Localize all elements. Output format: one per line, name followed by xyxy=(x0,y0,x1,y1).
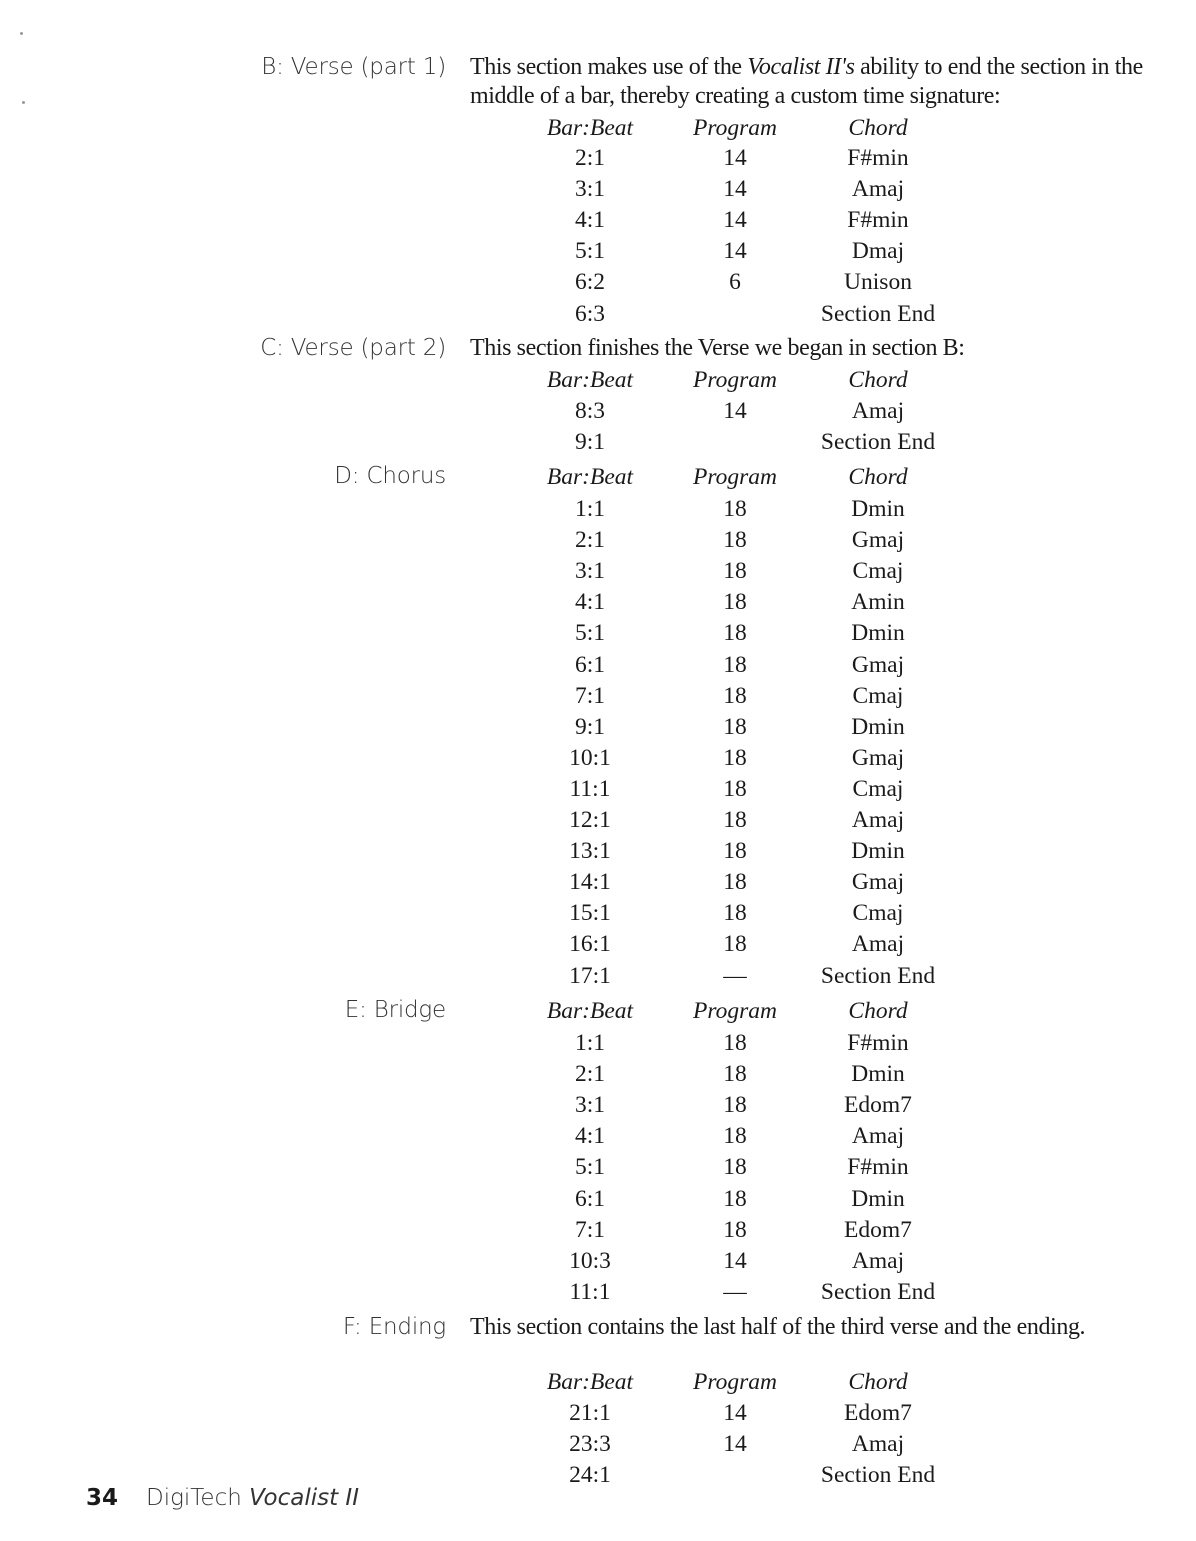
table-row xyxy=(0,1028,1196,1058)
cell-chord: Dmaj xyxy=(851,238,905,265)
table-row xyxy=(0,961,1196,991)
cell-program: 18 xyxy=(723,651,747,678)
cell-program: 18 xyxy=(723,869,747,896)
col-header-bar-beat: Bar:Beat xyxy=(546,367,634,393)
cell-program: 18 xyxy=(723,1061,747,1088)
cell-chord: Dmin xyxy=(851,838,905,865)
cell-bar-beat: 10:3 xyxy=(569,1247,611,1274)
cell-bar-beat: 8:3 xyxy=(574,398,606,424)
col-header-program: Program xyxy=(693,464,777,490)
section-c-description: This section finishes the Verse we began in section B: xyxy=(470,335,965,361)
col-header-program: Program xyxy=(693,1369,777,1395)
table-row xyxy=(0,1277,1196,1307)
cell-program: 18 xyxy=(723,527,747,554)
col-header-chord: Chord xyxy=(848,367,908,393)
table-header xyxy=(0,1367,1196,1397)
cell-chord: F#min xyxy=(847,145,909,171)
table-row xyxy=(0,1152,1196,1182)
cell-program: 18 xyxy=(723,589,747,616)
cell-bar-beat: 24:1 xyxy=(569,1462,611,1489)
cell-chord: Edom7 xyxy=(844,1092,912,1119)
cell-program: 14 xyxy=(723,1400,747,1426)
table-row xyxy=(0,1429,1196,1459)
table-row xyxy=(0,1184,1196,1214)
table-row xyxy=(0,774,1196,804)
table-row xyxy=(0,1215,1196,1245)
cell-chord: Section End xyxy=(820,429,936,456)
col-header-chord: Chord xyxy=(848,1369,908,1395)
cell-program: 18 xyxy=(723,1092,747,1119)
cell-bar-beat: 3:1 xyxy=(574,176,606,203)
cell-chord: Edom7 xyxy=(844,1216,912,1243)
cell-chord: Section End xyxy=(820,962,936,989)
cell-program: 18 xyxy=(723,838,747,865)
cell-program: 14 xyxy=(723,398,747,424)
table-row xyxy=(0,236,1196,266)
table-row xyxy=(0,1090,1196,1120)
cell-bar-beat: 2:1 xyxy=(574,1061,606,1088)
cell-chord: F#min xyxy=(847,207,909,234)
table-header xyxy=(0,462,1196,492)
cell-bar-beat: 5:1 xyxy=(574,238,606,265)
scan-speck xyxy=(20,32,23,35)
table-row xyxy=(0,299,1196,329)
cell-chord: Gmaj xyxy=(851,527,905,554)
page-number: 34 xyxy=(86,1485,119,1511)
table-header xyxy=(0,996,1196,1026)
cell-program: 18 xyxy=(723,713,747,740)
cell-program: 18 xyxy=(723,775,747,802)
cell-program: 18 xyxy=(723,931,747,958)
cell-bar-beat: 3:1 xyxy=(574,1092,606,1119)
cell-bar-beat: 6:2 xyxy=(574,269,606,296)
cell-chord: Amaj xyxy=(851,398,905,424)
cell-chord: Dmin xyxy=(851,713,905,740)
col-header-chord: Chord xyxy=(848,464,908,490)
cell-bar-beat: 11:1 xyxy=(569,1278,611,1305)
cell-bar-beat: 14:1 xyxy=(569,869,611,896)
cell-program: 18 xyxy=(723,1185,747,1212)
cell-chord: Unison xyxy=(844,269,912,296)
cell-bar-beat: 5:1 xyxy=(574,1154,606,1181)
cell-bar-beat: 4:1 xyxy=(574,1123,606,1150)
product-name: Vocalist II xyxy=(249,1485,359,1511)
cell-program: 18 xyxy=(723,1123,747,1150)
table-row xyxy=(0,898,1196,928)
table-row xyxy=(0,1121,1196,1151)
cell-chord: Section End xyxy=(820,300,936,327)
table-row xyxy=(0,618,1196,648)
col-header-program: Program xyxy=(693,367,777,393)
cell-bar-beat: 5:1 xyxy=(574,620,606,647)
cell-program: 14 xyxy=(723,176,747,203)
cell-bar-beat: 15:1 xyxy=(569,900,611,927)
cell-bar-beat: 2:1 xyxy=(574,527,606,554)
cell-chord: Amaj xyxy=(851,1431,905,1458)
cell-chord: Section End xyxy=(820,1462,936,1489)
table-row xyxy=(0,650,1196,680)
cell-bar-beat: 21:1 xyxy=(569,1400,611,1426)
cell-bar-beat: 9:1 xyxy=(574,429,606,456)
col-header-program: Program xyxy=(693,115,777,141)
cell-chord: Edom7 xyxy=(844,1400,912,1426)
table-row xyxy=(0,929,1196,959)
cell-bar-beat: 3:1 xyxy=(574,558,606,585)
cell-chord: Dmin xyxy=(851,496,905,522)
table-row xyxy=(0,1398,1196,1428)
cell-bar-beat: 7:1 xyxy=(574,1216,606,1243)
table-row xyxy=(0,205,1196,235)
cell-chord: Dmin xyxy=(851,1185,905,1212)
cell-bar-beat: 9:1 xyxy=(574,713,606,740)
cell-program: 18 xyxy=(723,1216,747,1243)
cell-bar-beat: 12:1 xyxy=(569,807,611,833)
footer-title xyxy=(146,1487,359,1510)
table-row xyxy=(0,174,1196,204)
cell-chord: F#min xyxy=(847,1154,909,1181)
table-row xyxy=(0,525,1196,555)
cell-bar-beat: 23:3 xyxy=(569,1431,611,1458)
col-header-chord: Chord xyxy=(848,115,908,141)
cell-program: 18 xyxy=(723,900,747,927)
cell-program: 14 xyxy=(723,145,747,171)
cell-chord: Cmaj xyxy=(852,558,904,585)
table-row xyxy=(0,836,1196,866)
cell-program: 18 xyxy=(723,620,747,647)
cell-bar-beat: 4:1 xyxy=(574,589,606,616)
col-header-bar-beat: Bar:Beat xyxy=(546,998,634,1024)
section-label-d: D: Chorus xyxy=(334,463,446,489)
col-header-bar-beat: Bar:Beat xyxy=(546,1369,634,1395)
table-row xyxy=(0,743,1196,773)
cell-chord: F#min xyxy=(847,1030,909,1056)
cell-program: 6 xyxy=(729,269,741,296)
table-header xyxy=(0,113,1196,143)
cell-chord: Cmaj xyxy=(852,775,904,802)
table-row xyxy=(0,1246,1196,1276)
cell-program: 18 xyxy=(723,496,747,522)
cell-bar-beat: 17:1 xyxy=(569,962,611,989)
cell-chord: Amaj xyxy=(851,807,905,833)
cell-program: — xyxy=(723,962,747,989)
table-row xyxy=(0,494,1196,524)
section-label-b: B: Verse (part 1) xyxy=(261,54,446,80)
brand-name: DigiTech xyxy=(146,1485,242,1511)
cell-chord: Amaj xyxy=(851,1123,905,1150)
cell-program: 18 xyxy=(723,1030,747,1056)
cell-bar-beat: 13:1 xyxy=(569,838,611,865)
product-name: Vocalist II's xyxy=(747,54,855,80)
cell-bar-beat: 7:1 xyxy=(574,682,606,709)
cell-program: 18 xyxy=(723,807,747,833)
cell-program: 18 xyxy=(723,682,747,709)
cell-chord: Amin xyxy=(851,589,905,616)
cell-chord: Gmaj xyxy=(851,869,905,896)
cell-chord: Gmaj xyxy=(851,651,905,678)
cell-chord: Amaj xyxy=(851,1247,905,1274)
cell-bar-beat: 16:1 xyxy=(569,931,611,958)
scan-speck xyxy=(22,101,25,104)
table-row xyxy=(0,587,1196,617)
table-row xyxy=(0,427,1196,457)
cell-bar-beat: 6:1 xyxy=(574,1185,606,1212)
cell-bar-beat: 2:1 xyxy=(574,145,606,171)
section-label-e: E: Bridge xyxy=(344,997,446,1023)
cell-chord: Dmin xyxy=(851,1061,905,1088)
table-row xyxy=(0,396,1196,426)
section-f-description: This section contains the last half of the third verse and the ending. xyxy=(470,1314,1086,1340)
cell-chord: Cmaj xyxy=(852,682,904,709)
cell-program: 14 xyxy=(723,238,747,265)
cell-bar-beat: 10:1 xyxy=(569,744,611,771)
cell-program: 14 xyxy=(723,1247,747,1274)
cell-bar-beat: 1:1 xyxy=(574,496,606,522)
col-header-chord: Chord xyxy=(848,998,908,1024)
cell-chord: Amaj xyxy=(851,176,905,203)
table-row xyxy=(0,712,1196,742)
table-row xyxy=(0,143,1196,173)
cell-bar-beat: 6:1 xyxy=(574,651,606,678)
cell-bar-beat: 1:1 xyxy=(574,1030,606,1056)
cell-chord: Gmaj xyxy=(851,744,905,771)
table-row xyxy=(0,805,1196,835)
table-row xyxy=(0,556,1196,586)
section-label-f: F: Ending xyxy=(342,1314,446,1340)
section-label-c: C: Verse (part 2) xyxy=(260,335,446,361)
table-row xyxy=(0,267,1196,297)
col-header-bar-beat: Bar:Beat xyxy=(546,464,634,490)
table-header xyxy=(0,365,1196,395)
cell-program: 18 xyxy=(723,744,747,771)
cell-chord: Section End xyxy=(820,1278,936,1305)
table-row xyxy=(0,867,1196,897)
cell-bar-beat: 4:1 xyxy=(574,207,606,234)
cell-chord: Cmaj xyxy=(852,900,904,927)
table-row xyxy=(0,681,1196,711)
section-b-description: This section makes use of the Vocalist II's ability to end the section in the middle of a bar, thereby creating a custom time signature: xyxy=(470,54,1143,109)
cell-bar-beat: 11:1 xyxy=(569,775,611,802)
table-row xyxy=(0,1059,1196,1089)
cell-program: 18 xyxy=(723,558,747,585)
col-header-program: Program xyxy=(693,998,777,1024)
cell-program: 18 xyxy=(723,1154,747,1181)
cell-program: 14 xyxy=(723,207,747,234)
cell-chord: Dmin xyxy=(851,620,905,647)
col-header-bar-beat: Bar:Beat xyxy=(546,115,634,141)
cell-program: 14 xyxy=(723,1431,747,1458)
cell-bar-beat: 6:3 xyxy=(574,300,606,327)
cell-program: — xyxy=(723,1278,747,1305)
cell-chord: Amaj xyxy=(851,931,905,958)
